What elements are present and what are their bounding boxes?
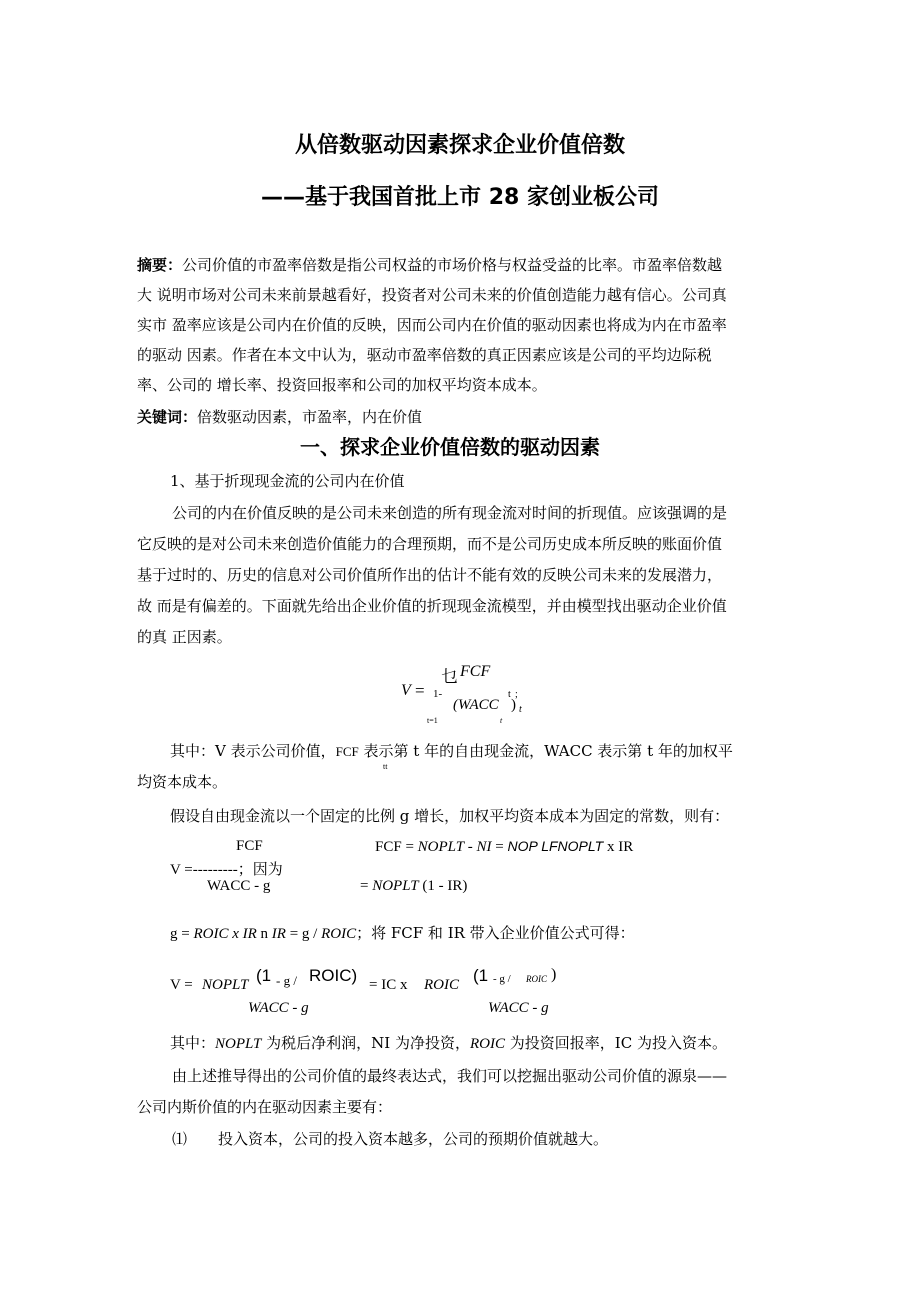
para4-a: 其中： [170, 1034, 216, 1052]
formula2-v-line: V =---------；因为 [170, 862, 283, 878]
title-line-1: 从倍数驱动因素探求企业价值倍数 [294, 133, 625, 158]
formula1-t-under: t [500, 716, 503, 725]
formula1-t-sub: t [508, 689, 511, 700]
para4-c: 为税后净利润，NI 为净投资， [261, 1034, 470, 1052]
formula2-noplt: NOPLT [417, 839, 465, 855]
list-item-1-number: ⑴ [172, 1130, 188, 1148]
formula4-num1-a: (1 [256, 966, 272, 985]
abstract-line-3: 实市 盈率应该是公司内在价值的反映，因而公司内在价值的驱动因素也将成为内在市盈率 [137, 316, 727, 334]
abstract-line-2: 大 说明市场对公司未来前景越看好，投资者对公司未来的价值创造能力越有信心。公司真 [137, 286, 727, 304]
formula4-mid: = IC x [369, 977, 408, 993]
formula2-one-minus-ir: (1 - IR) [418, 878, 468, 894]
para2-fcf: FCF [335, 744, 359, 759]
formula2-right-line-1 [375, 838, 633, 856]
para2-subscript: tt [383, 762, 388, 771]
formula4-num2-d: ) [551, 966, 557, 983]
para4-noplt: NOPLT [215, 1036, 262, 1052]
formula2-fcf-eq: FCF = [375, 839, 418, 855]
formula3-g: ；将 FCF 和 IR 带入企业价值公式可得： [356, 924, 635, 942]
keywords-text: 倍数驱动因素，市盈率，内在价值 [197, 408, 423, 426]
formula1-fcf: FCF [460, 663, 491, 680]
sigma-symbol: 乜 [441, 667, 458, 686]
para5-line-2: 公司内斯价值的内在驱动因素主要有： [137, 1098, 393, 1116]
formula4-num1-c: ROIC) [309, 966, 358, 985]
abstract-text: 公司价值的市盈率倍数是指公司权益的市场价格与权益受益的比率。市盈率倍数越 [182, 256, 723, 274]
title-line-2: ——基于我国首批上市 28 家创业板公司 [261, 185, 659, 210]
abstract-line-5: 率、公司的 增长率、投资回报率和公司的加权平均资本成本。 [137, 376, 547, 394]
formula1-lower-limit: t=1 [427, 716, 438, 725]
formula4-num2-b: - g / [493, 973, 511, 985]
formula1-semicolon: ; [515, 689, 518, 700]
abstract-label: 摘要： [137, 256, 183, 274]
formula4-num2-c: ROIC [526, 974, 547, 984]
para4-e: 为投资回报率，IC 为投入资本。 [505, 1034, 727, 1052]
formula4-v: V = [170, 977, 193, 993]
formula2-eq2: = [360, 878, 373, 894]
para4-roic: ROIC [470, 1036, 505, 1052]
formula3-f: ROIC [321, 926, 357, 942]
para1-line-1: 公司的内在价值反映的是公司未来创造的所有现金流对时间的折现值。应该强调的是 [172, 504, 728, 522]
subsection-heading: 1、基于折现现金流的公司内在价值 [170, 472, 405, 490]
formula2-noplf: NOP LFNOPLT [507, 838, 604, 854]
formula2-wacc-g: WACC - g [207, 878, 271, 894]
formula2-x-ir: x IR [603, 839, 634, 855]
formula4-num2-a: (1 [473, 966, 489, 985]
formula1-wacc: (WACC [453, 697, 499, 713]
formula3-e: = g / [285, 926, 322, 942]
formula1-close-paren: ) [511, 697, 516, 713]
para3: 假设自由现金流以一个固定的比例 g 增长，加权平均资本成本为固定的常数，则有： [170, 807, 730, 825]
formula1-v: V [401, 682, 411, 699]
section-heading: 一、探求企业价值倍数的驱动因素 [300, 435, 600, 459]
formula2-eq: = [491, 839, 508, 855]
para2-part-a: 其中：V 表示公司价值， [170, 742, 336, 760]
para2-line-2: 均资本成本。 [137, 773, 228, 791]
formula4-den2: WACC - g [488, 1000, 549, 1016]
formula1-t-exp: t [519, 704, 522, 715]
para2-part-b: 表示第 t 年的自由现金流，WACC 表示第 t 年的加权平 [358, 742, 733, 760]
formula2-noplt2: NOPLT [372, 878, 419, 894]
para1-line-3: 基于过时的、历史的信息对公司价值所作出的估计不能有效的反映公司未来的发展潜力， [137, 566, 723, 584]
para2-line-1 [170, 736, 733, 767]
para5-line-1: 由上述推导得出的公司价值的最终表达式，我们可以挖掘出驱动公司价值的源泉—— [172, 1067, 728, 1085]
formula4-num1-b: - g / [276, 973, 297, 988]
list-item-1-text: 投入资本，公司的投入资本越多，公司的预期价值就越大。 [218, 1130, 609, 1148]
formula3-b: ROIC x IR [193, 926, 257, 942]
formula3-a: g = [170, 926, 194, 942]
formula4-den1: WACC - g [248, 1000, 309, 1016]
formula3-d: IR [271, 926, 286, 942]
formula2-fcf-top: FCF [236, 838, 263, 854]
formula1-eq: = [415, 681, 425, 700]
formula1-one: 1- [433, 688, 443, 700]
formula4-noplt: NOPLT [202, 977, 249, 993]
abstract-line-1 [137, 250, 722, 280]
para1-line-2: 它反映的是对公司未来创造价值能力的合理预期，而不是公司历史成本所反映的账面价值 [137, 535, 723, 553]
keywords-line [137, 402, 422, 432]
formula3-c: n [256, 926, 272, 942]
formula4-roic: ROIC [424, 977, 459, 993]
para1-line-4: 故 而是有偏差的。下面就先给出企业价值的折现现金流模型，并由模型找出驱动企业价值 [137, 597, 727, 615]
abstract-line-4: 的驱动 因素。作者在本文中认为，驱动市盈率倍数的真正因素应该是公司的平均边际税 [137, 346, 712, 364]
formula2-ni: NI [476, 839, 492, 855]
formula2-minus: - [464, 839, 477, 855]
formula2-right-line-2 [360, 878, 467, 895]
para1-line-5: 的真 正因素。 [137, 628, 232, 646]
formula3-line [170, 918, 635, 949]
para4 [170, 1028, 727, 1059]
keywords-label: 关键词： [137, 408, 198, 426]
